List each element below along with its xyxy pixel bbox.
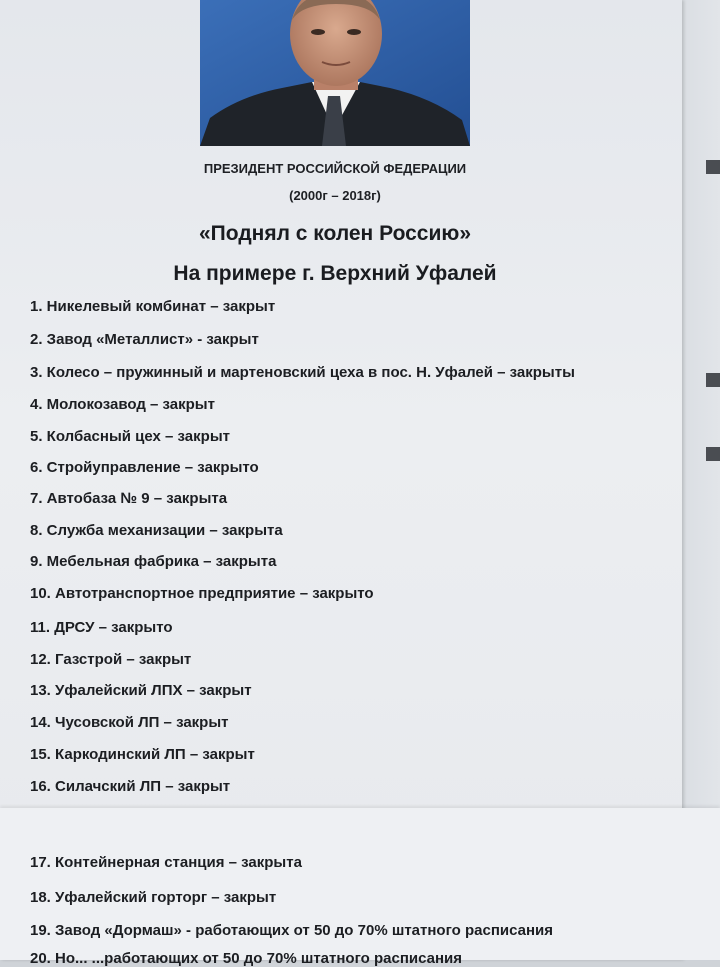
list-item: 3. Колесо – пружинный и мартеновский цеха в пос. Н. Уфалей – закрыты [30,364,575,381]
list-item: 16. Силачский ЛП – закрыт [30,778,231,795]
lower-paper-sheet [0,808,720,967]
list-item: 9. Мебельная фабрика – закрыта [30,553,277,570]
list-item: 2. Завод «Металлист» - закрыт [30,331,259,348]
list-item: 13. Уфалейский ЛПХ – закрыт [30,682,252,699]
edge-marker [706,373,720,387]
list-item: 14. Чусовской ЛП – закрыт [30,714,229,731]
position-title: ПРЕЗИДЕНТ РОССИЙСКОЙ ФЕДЕРАЦИИ [203,161,467,176]
list-item: 1. Никелевый комбинат – закрыт [30,298,276,315]
list-item: 20. Но... ...работающих от 50 до 70% штатного расписания [30,950,462,967]
quote-heading: «Поднял с колен Россию» [199,222,471,245]
list-item: 12. Газстрой – закрыт [30,651,192,668]
edge-marker [706,447,720,461]
portrait-image [200,0,470,146]
list-item: 6. Стройуправление – закрыто [30,459,259,476]
edge-marker [706,160,720,174]
president-portrait [200,0,470,146]
list-item: 18. Уфалейский горторг – закрыт [30,889,277,906]
list-item: 8. Служба механизации – закрыта [30,522,283,539]
list-item: 7. Автобаза № 9 – закрыта [30,490,228,507]
list-item: 19. Завод «Дормаш» - работающих от 50 до 70% штатного расписания [30,922,554,939]
list-item: 5. Колбасный цех – закрыт [30,428,230,445]
years-range: (2000г – 2018г) [289,188,381,203]
list-item: 4. Молокозавод – закрыт [30,396,215,413]
list-item: 11. ДРСУ – закрыто [30,619,173,636]
list-item: 10. Автотранспортное предприятие – закрыто [30,585,374,602]
list-item: 17. Контейнерная станция – закрыта [30,854,302,871]
list-item: 15. Каркодинский ЛП – закрыт [30,746,255,763]
subtitle-heading: На примере г. Верхний Уфалей [173,262,497,285]
